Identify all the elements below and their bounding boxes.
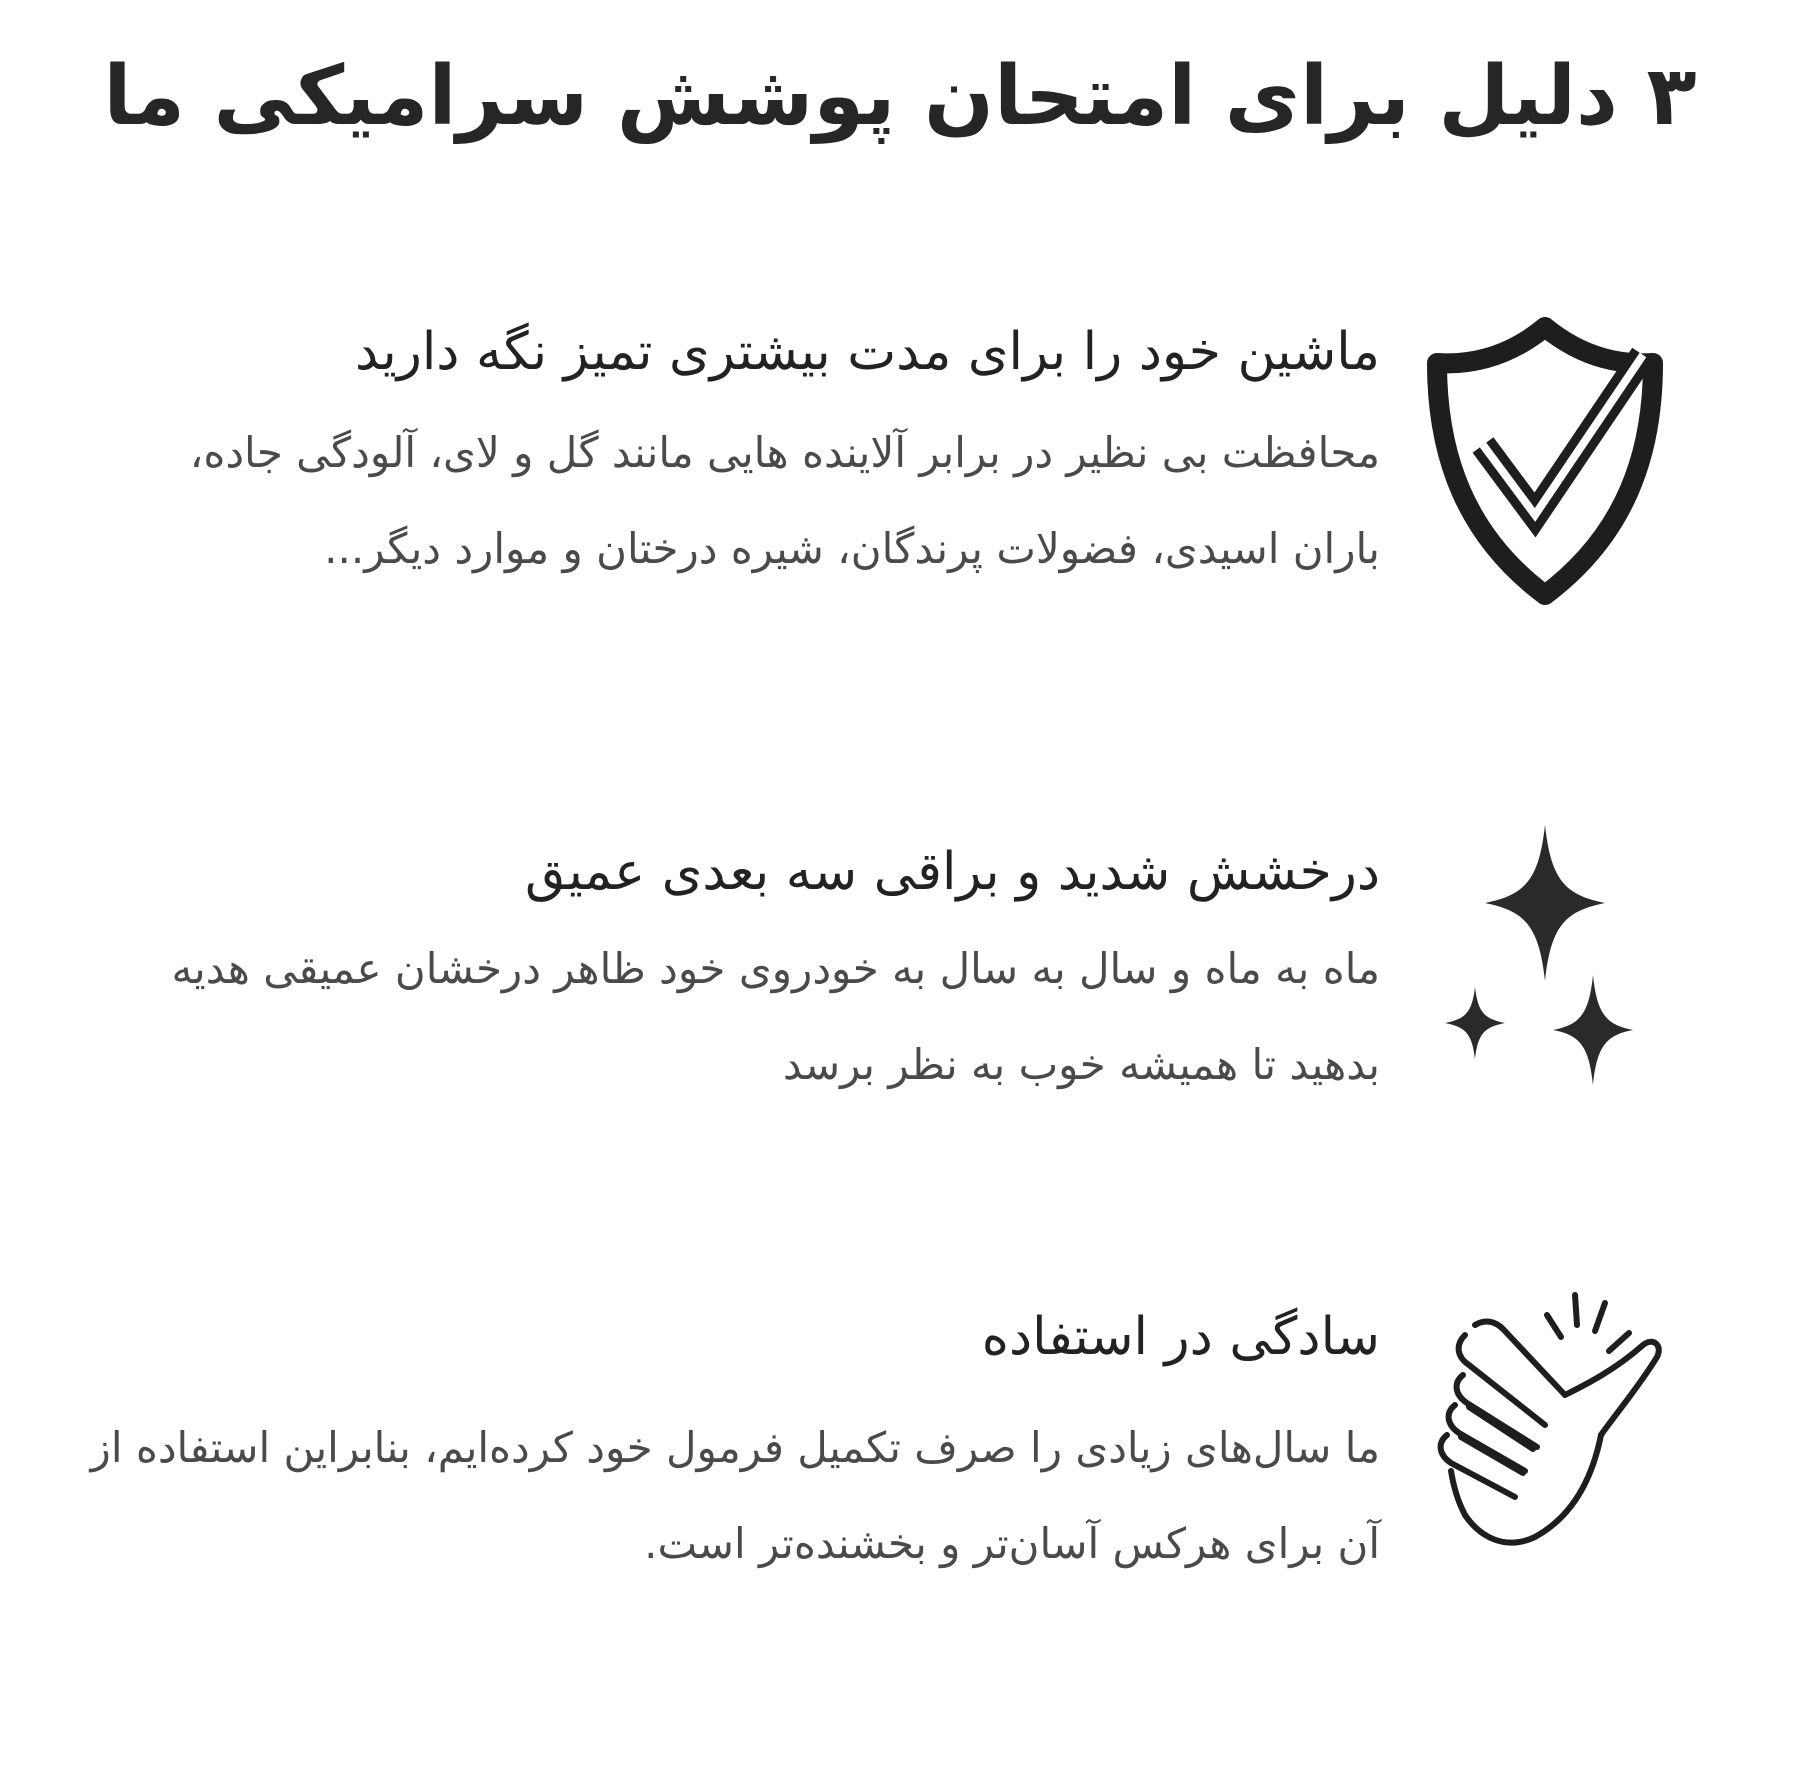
feature-text bbox=[90, 320, 1380, 597]
finger-snap-icon bbox=[1420, 1275, 1670, 1565]
feature-description: محافظت بی نظیر در برابر آلاینده هایی مانند گل و لای، آلودگی جاده، باران اسیدی، فضولات پرندگان، شیره درختان و موارد دیگر... bbox=[189, 428, 1380, 573]
sparkles-icon bbox=[1420, 825, 1670, 1125]
page-title: ۳ دلیل برای امتحان پوشش سرامیکی ما bbox=[103, 49, 1697, 144]
feature-text bbox=[90, 840, 1380, 1113]
feature-description: ما سال‌های زیادی را صرف تکمیل فرمول خود کرده‌ایم، بنابراین استفاده از آن برای هرکس آسان‌تر و بخشنده‌تر است. bbox=[90, 1423, 1380, 1568]
feature-heading: ماشین خود را برای مدت بیشتری تمیز نگه دارید bbox=[354, 322, 1380, 382]
feature-heading: سادگی در استفاده bbox=[981, 1307, 1380, 1367]
feature-description: ماه به ماه و سال به سال به خودروی خود ظاهر درخشان عمیقی هدیه بدهید تا همیشه خوب به نظر برسد bbox=[171, 944, 1380, 1089]
feature-heading: درخشش شدید و براقی سه بعدی عمیق bbox=[525, 842, 1380, 902]
shield-check-icon bbox=[1420, 310, 1670, 610]
feature-text bbox=[90, 1305, 1380, 1592]
